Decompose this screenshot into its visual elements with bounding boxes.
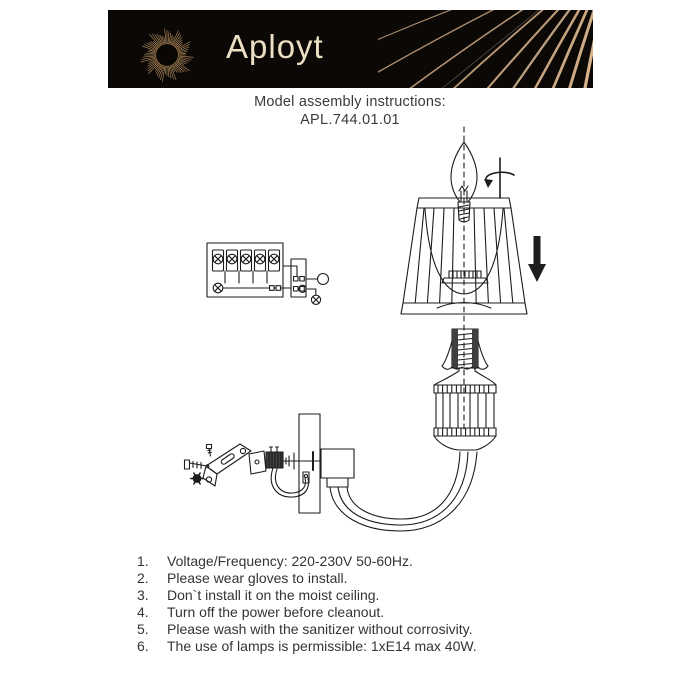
item-text: Please wear gloves to install. bbox=[167, 570, 348, 586]
bracket-exploded-parts bbox=[185, 444, 284, 486]
instruction-item bbox=[137, 587, 597, 604]
down-arrow bbox=[528, 236, 546, 282]
item-text: Please wash with the sanitizer without corrosivity. bbox=[167, 621, 473, 637]
item-number: 4. bbox=[137, 604, 149, 620]
item-number: 5. bbox=[137, 621, 149, 637]
item-number: 1. bbox=[137, 553, 149, 569]
mounting-bolt bbox=[281, 452, 321, 470]
item-text: Turn off the power before cleanout. bbox=[167, 604, 385, 620]
lamp-symbol bbox=[318, 274, 329, 285]
instruction-item bbox=[137, 553, 597, 570]
rotation-arrow bbox=[484, 158, 514, 198]
page-title: Model assembly instructions: bbox=[254, 94, 446, 110]
item-text: Voltage/Frequency: 220-230V 50-60Hz. bbox=[167, 553, 413, 569]
instruction-item bbox=[137, 604, 597, 621]
item-number: 2. bbox=[137, 570, 149, 586]
ground-terminal bbox=[213, 283, 223, 293]
instruction-item bbox=[137, 570, 597, 587]
star-screw-head bbox=[191, 473, 204, 484]
ground-symbol bbox=[311, 295, 320, 304]
instructions-list bbox=[137, 553, 597, 655]
instruction-item bbox=[137, 621, 597, 638]
model-number: APL.744.01.01 bbox=[300, 112, 400, 128]
wall-arm-and-plate bbox=[299, 414, 477, 531]
instruction-item bbox=[137, 638, 597, 655]
brand-name: Aployt bbox=[226, 28, 324, 65]
wiring-diagram bbox=[207, 243, 329, 304]
socket-and-cage bbox=[434, 329, 496, 450]
item-text: The use of lamps is permissible: 1xE14 max 40W. bbox=[167, 638, 477, 654]
item-text: Don`t install it on the moist ceiling. bbox=[167, 587, 380, 603]
item-number: 6. bbox=[137, 638, 149, 654]
item-number: 3. bbox=[137, 587, 149, 603]
